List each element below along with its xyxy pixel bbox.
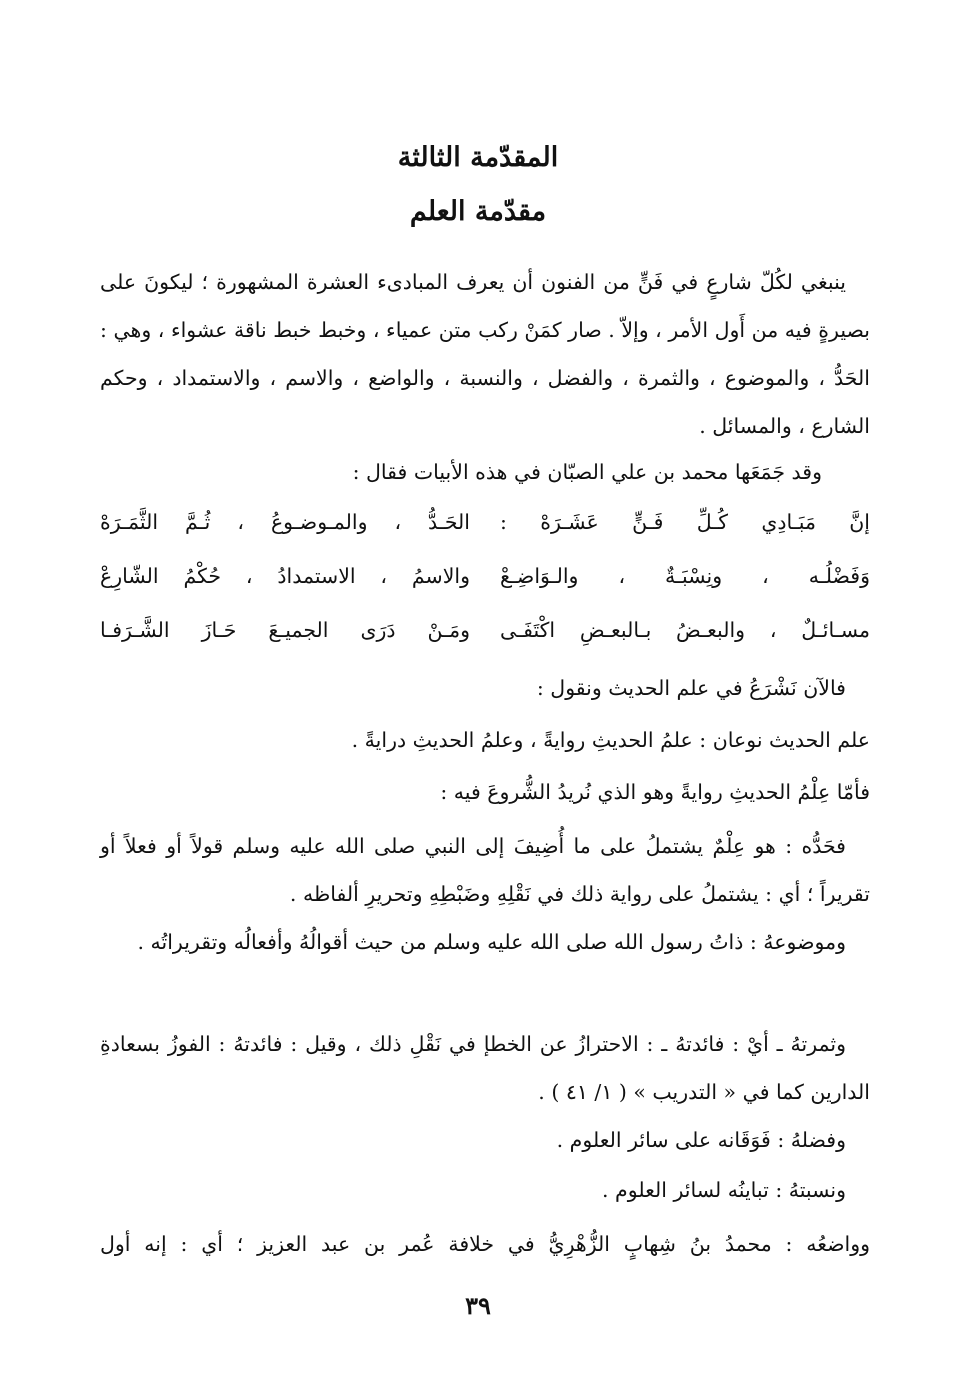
- founder-line: وواضعُه : محمدُ بنُ شِهابٍ الزُّهْرِيُّ في خلافة عُمر بن عبد العزيز ؛ أي : إنه أول: [100, 1232, 870, 1256]
- intro-paragraph: ينبغي لكُلّ شارعٍ في فَنٍّ من الفنون أن يعرف المبادىء العشرة المشهورة ؛ ليكونَ على بصيرةٍ فيه من أَول الأمر ، وإلاّ . صار كمَنْ ركب متن عمياء ، وخبط خبط ناقة عشواء ، وهي : الحَدُّ ، والموضوع ، والثمرة ، والفضل ، والنسبة ، والواضع ، والاسم ، والاستمداد ، وحكم الشارع ، والمسائل .: [100, 270, 870, 438]
- verses-intro-line: وقد جَمَعَها محمد بن علي الصبّان في هذه الأبيات فقال :: [352, 460, 822, 484]
- hadith-types-line: علم الحديث نوعان : علمُ الحديثِ روايةً ، وعلمُ الحديثِ درايةً .: [351, 728, 870, 752]
- verse-line: [100, 606, 870, 654]
- verse-first-hemistich: وَفَضْلُـه ، ونِسْبَـةٌ ، والـوَاضِـعْ: [500, 564, 870, 588]
- fruit-paragraph: وثمرتهُ ـ أيْ : فائدتهُ ـ : الاحترازُ عن الخطإ في نَقْلِ ذلك ، وقيل : فائدتهُ : الفوزُ بسعادةِ الدارين كما في « التدريب » ( ١/ ٤١ ) .: [100, 1032, 870, 1104]
- relation-line: ونسبتهُ : تباينُه لسائر العلوم .: [602, 1178, 846, 1202]
- riwaya-heading-line: فأمّا عِلْمُ الحديثِ روايةً وهو الذي نُريدُ الشُّروعَ فيه :: [440, 780, 870, 804]
- verse-line: [100, 552, 870, 600]
- page-number: ٣٩: [465, 1291, 491, 1320]
- now-start-line: فالآن نَشْرَعُ في علم الحديث ونقول :: [536, 676, 846, 700]
- section-title: المقدّمة الثالثة: [397, 142, 559, 173]
- verse-second-hemistich: ومَـنْ دَرَى الجميـعَ حَـازَ الشَّـرَفـا: [100, 618, 470, 642]
- virtue-line: وفضلهُ : فَوَقَانه على سائر العلوم .: [556, 1128, 846, 1152]
- verse-second-hemistich: والاسمُ ، الاستمدادُ ، حُكْمُ الشّارِعْ: [100, 564, 470, 588]
- verse-first-hemistich: إنَّ مَبَـادِي كُـلِّ فَـنٍّ عَشَـرَهْ :: [500, 510, 870, 534]
- definition-paragraph: فحَدُّه : هو عِلْمٌ يشتملُ على ما أُضِيفَ إلى النبي صلى الله عليه وسلم قولاً أو فعلاً أو تقريراً ؛ أي : يشتملُ على رواية ذلك في نَقْلِهِ وضَبْطِهِ وتحريرِ ألفاظه .: [100, 834, 870, 906]
- verse-first-hemistich: مسـائـلٌ ، والبعـضُ بـالبعـضِ اكْتَفَـى: [500, 618, 870, 642]
- section-subtitle: مقدّمة العلم: [409, 196, 547, 227]
- subject-paragraph: وموضوعهُ : ذاتُ رسول الله صلى الله عليه وسلم من حيث أقوالُهُ وأفعالُه وتقريراتُه .: [137, 930, 846, 954]
- verse-line: [100, 498, 870, 546]
- verse-second-hemistich: الحَـدُّ ، والمـوضـوعُ ، ثُـمَّ الثَّمَـرَهْ: [100, 510, 470, 534]
